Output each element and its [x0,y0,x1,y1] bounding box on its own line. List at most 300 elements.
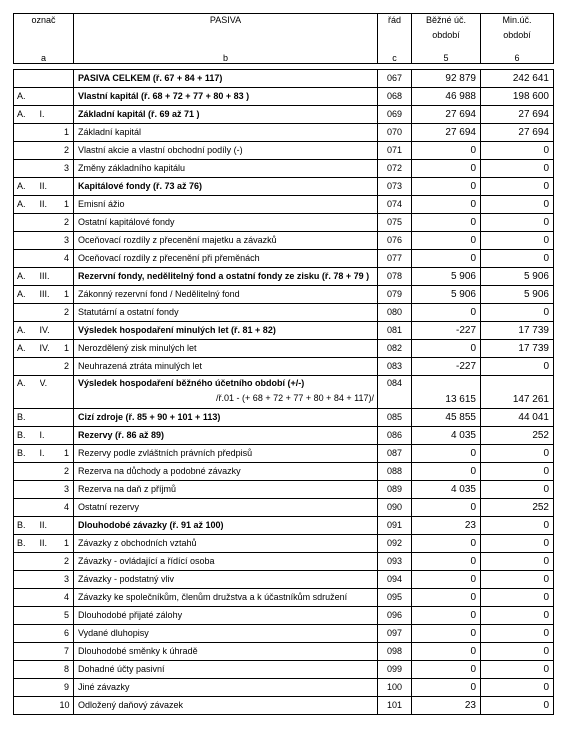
table-row [14,553,554,571]
row-previous-period: 0 [481,481,554,499]
row-marker-letter [14,571,40,589]
table-row [14,178,554,196]
row-marker-letter: B. [14,517,40,535]
row-marker-letter: B. [14,445,40,463]
row-current-period: 0 [412,214,481,232]
row-marker-number: 2 [60,463,74,481]
row-marker-letter: B. [14,427,40,445]
row-marker-roman [40,358,60,376]
row-description: Oceňovací rozdíly z přecenění majetku a závazků [74,232,378,250]
header-radek: řád [378,14,412,52]
row-current-period: 0 [412,589,481,607]
row-number: 101 [378,697,412,715]
table-row [14,196,554,214]
row-previous-period: 0 [481,463,554,481]
row-marker-roman: I. [40,445,60,463]
header-col-b: b [74,51,378,64]
row-current-period: -227 [412,358,481,376]
row-marker-number [60,106,74,124]
header-pasiva: PASIVA [74,14,378,52]
row-description: Dlouhodobé směnky k úhradě [74,643,378,661]
row-previous-period: 17 739 [481,340,554,358]
table-row [14,661,554,679]
row-description: Změny základního kapitálu [74,160,378,178]
row-current-period: 0 [412,232,481,250]
row-number: 098 [378,643,412,661]
row-number: 086 [378,427,412,445]
row-previous-period: 252 [481,427,554,445]
row-number: 082 [378,340,412,358]
row-marker-letter [14,643,40,661]
table-row [14,697,554,715]
row-number: 068 [378,88,412,106]
row-previous-period: 198 600 [481,88,554,106]
table-row [14,160,554,178]
row-number: 085 [378,409,412,427]
row-marker-letter [14,679,40,697]
row-current-period: 0 [412,178,481,196]
row-description: Jiné závazky [74,679,378,697]
row-marker-roman [40,499,60,517]
header-col-a: a [14,51,74,64]
row-marker-number: 2 [60,358,74,376]
table-row [14,679,554,697]
row-description: Závazky - podstatný vliv [74,571,378,589]
row-marker-roman [40,571,60,589]
row-number: 079 [378,286,412,304]
table-row [14,427,554,445]
row-description: Ostatní rezervy [74,499,378,517]
table-row [14,625,554,643]
row-marker-letter [14,553,40,571]
table-row [14,70,554,88]
row-number: 081 [378,322,412,340]
row-marker-letter [14,142,40,160]
header-bezne-line1: Běžné úč. [425,15,467,25]
row-marker-roman [40,232,60,250]
table-row [14,358,554,376]
row-marker-letter: A. [14,196,40,214]
row-marker-roman [40,250,60,268]
row-previous-period: 0 [481,679,554,697]
row-marker-number: 1 [60,445,74,463]
row-current-period: 0 [412,679,481,697]
row-marker-roman [40,142,60,160]
row-description: Vydané dluhopisy [74,625,378,643]
row-description: Neuhrazená ztráta minulých let [74,358,378,376]
row-description [74,376,378,409]
table-row [14,409,554,427]
row-number: 070 [378,124,412,142]
row-description: Statutární a ostatní fondy [74,304,378,322]
row-number: 100 [378,679,412,697]
header-col-5: 5 [412,51,481,64]
row-marker-letter [14,124,40,142]
row-marker-roman [40,160,60,178]
row-marker-number: 4 [60,499,74,517]
row-marker-roman [40,661,60,679]
pasiva-rows [14,70,554,715]
row-number: 071 [378,142,412,160]
row-marker-letter [14,358,40,376]
row-marker-letter [14,250,40,268]
row-marker-roman: I. [40,427,60,445]
row-marker-number: 1 [60,286,74,304]
row-marker-roman [40,553,60,571]
row-previous-period: 0 [481,553,554,571]
row-marker-roman: IV. [40,322,60,340]
header-bezne-obdobi [412,14,481,52]
row-description: Cizí zdroje (ř. 85 + 90 + 101 + 113) [74,409,378,427]
row-previous-period: 0 [481,178,554,196]
row-marker-number [60,427,74,445]
row-number: 093 [378,553,412,571]
row-marker-roman [40,697,60,715]
row-previous-period: 17 739 [481,322,554,340]
header-bezne-line2: období [432,30,460,40]
row-marker-roman [40,70,60,88]
row-marker-roman [40,679,60,697]
row-description: Zákonný rezervní fond / Nedělitelný fond [74,286,378,304]
table-row [14,88,554,106]
row-marker-roman: I. [40,106,60,124]
row-marker-letter [14,160,40,178]
row-current-period: 0 [412,535,481,553]
row-marker-number [60,376,74,409]
header-col-6: 6 [481,51,554,64]
row-current-period: 0 [412,571,481,589]
row-previous-period: 0 [481,697,554,715]
row-current-period: 0 [412,607,481,625]
table-row [14,142,554,160]
row-marker-letter: B. [14,409,40,427]
row-previous-period: 0 [481,250,554,268]
row-number: 067 [378,70,412,88]
row-current-period: 4 035 [412,481,481,499]
row-number: 074 [378,196,412,214]
row-marker-roman [40,124,60,142]
table-row [14,481,554,499]
row-description-line1: Výsledek hospodaření běžného účetního období (+/-) [78,378,305,388]
table-row [14,589,554,607]
row-marker-roman [40,625,60,643]
row-current-period: 13 615 [412,376,481,409]
row-description: Odložený daňový závazek [74,697,378,715]
row-description: Závazky - ovládající a řídící osoba [74,553,378,571]
row-current-period: 23 [412,697,481,715]
row-description: Výsledek hospodaření minulých let (ř. 81 + 82) [74,322,378,340]
table-row [14,340,554,358]
row-marker-roman [40,643,60,661]
row-description: Dlouhodobé přijaté zálohy [74,607,378,625]
row-marker-number: 1 [60,535,74,553]
table-row [14,232,554,250]
row-marker-number: 6 [60,625,74,643]
table-row [14,535,554,553]
row-marker-roman [40,589,60,607]
row-marker-letter [14,661,40,679]
row-current-period: 0 [412,160,481,178]
row-description: Rezervy podle zvláštních právních předpisů [74,445,378,463]
row-current-period: 0 [412,463,481,481]
row-current-period: 0 [412,196,481,214]
table-row [14,322,554,340]
row-marker-number [60,88,74,106]
row-marker-roman [40,409,60,427]
table-row [14,376,554,409]
row-current-period: 0 [412,643,481,661]
table-row [14,286,554,304]
row-marker-number: 10 [60,697,74,715]
row-marker-letter: A. [14,106,40,124]
row-previous-period: 0 [481,214,554,232]
table-row [14,643,554,661]
row-current-period: 0 [412,250,481,268]
row-previous-period: 27 694 [481,124,554,142]
row-marker-number: 2 [60,214,74,232]
row-previous-period: 0 [481,625,554,643]
row-current-period: 23 [412,517,481,535]
table-row [14,445,554,463]
row-marker-letter [14,499,40,517]
row-marker-number: 2 [60,142,74,160]
row-number: 088 [378,463,412,481]
row-current-period: 0 [412,340,481,358]
row-description: Základní kapitál [74,124,378,142]
row-marker-number: 1 [60,124,74,142]
row-marker-number: 4 [60,589,74,607]
row-previous-period: 5 906 [481,286,554,304]
row-current-period: 0 [412,499,481,517]
row-current-period: 5 906 [412,268,481,286]
row-description: Rezerva na důchody a podobné závazky [74,463,378,481]
row-previous-period: 0 [481,142,554,160]
row-description: Oceňovací rozdíly z přecenění při přeměnách [74,250,378,268]
row-number: 099 [378,661,412,679]
table-row [14,517,554,535]
row-marker-roman: II. [40,517,60,535]
header-minule-line1: Min.úč. [502,15,532,25]
row-marker-letter: B. [14,535,40,553]
row-marker-roman: II. [40,196,60,214]
row-marker-letter: A. [14,268,40,286]
row-current-period: 0 [412,445,481,463]
row-current-period: 0 [412,304,481,322]
row-current-period: -227 [412,322,481,340]
row-marker-number [60,268,74,286]
header-minule-obdobi [481,14,554,52]
row-description: Rezervní fondy, nedělitelný fond a ostatní fondy ze zisku (ř. 78 + 79 ) [74,268,378,286]
row-marker-letter [14,232,40,250]
row-current-period: 5 906 [412,286,481,304]
row-marker-number: 9 [60,679,74,697]
row-previous-period: 0 [481,358,554,376]
row-marker-letter [14,214,40,232]
row-current-period: 45 855 [412,409,481,427]
row-number: 077 [378,250,412,268]
row-marker-number: 1 [60,340,74,358]
row-marker-letter [14,304,40,322]
row-current-period: 0 [412,661,481,679]
row-number: 087 [378,445,412,463]
row-marker-number: 2 [60,553,74,571]
row-description: Nerozdělený zisk minulých let [74,340,378,358]
row-marker-letter: A. [14,286,40,304]
row-current-period: 27 694 [412,124,481,142]
row-marker-roman [40,88,60,106]
row-marker-roman: III. [40,268,60,286]
row-marker-roman: V. [40,376,60,409]
row-previous-period: 0 [481,304,554,322]
row-marker-letter [14,607,40,625]
row-marker-roman [40,481,60,499]
row-marker-letter: A. [14,88,40,106]
header-letters-row [14,51,554,64]
row-number: 078 [378,268,412,286]
row-previous-period: 0 [481,571,554,589]
row-marker-letter: A. [14,376,40,409]
row-previous-period: 44 041 [481,409,554,427]
row-marker-letter [14,625,40,643]
row-description: Dohadné účty pasivní [74,661,378,679]
row-marker-number [60,178,74,196]
row-marker-number: 3 [60,481,74,499]
row-marker-number: 3 [60,160,74,178]
row-previous-period: 0 [481,661,554,679]
row-number: 080 [378,304,412,322]
row-marker-roman [40,607,60,625]
row-number: 073 [378,178,412,196]
row-description: Emisní ážio [74,196,378,214]
row-marker-roman: III. [40,286,60,304]
row-number: 092 [378,535,412,553]
row-description: Základní kapitál (ř. 69 až 71 ) [74,106,378,124]
row-previous-period: 147 261 [481,376,554,409]
row-previous-period: 0 [481,535,554,553]
row-description: Rezervy (ř. 86 až 89) [74,427,378,445]
row-marker-roman: IV. [40,340,60,358]
row-current-period: 0 [412,625,481,643]
row-number: 096 [378,607,412,625]
row-current-period: 46 988 [412,88,481,106]
header-minule-line2: období [503,30,531,40]
row-number: 090 [378,499,412,517]
row-current-period: 0 [412,142,481,160]
row-marker-number: 5 [60,607,74,625]
row-previous-period: 0 [481,643,554,661]
row-description: Vlastní akcie a vlastní obchodní podíly (-) [74,142,378,160]
row-number: 069 [378,106,412,124]
row-marker-letter [14,589,40,607]
table-row [14,250,554,268]
row-marker-roman: II. [40,535,60,553]
row-current-period: 4 035 [412,427,481,445]
row-number: 072 [378,160,412,178]
row-marker-letter [14,463,40,481]
row-description: Ostatní kapitálové fondy [74,214,378,232]
row-previous-period: 0 [481,232,554,250]
row-description: Rezerva na daň z příjmů [74,481,378,499]
pasiva-table [13,13,554,715]
row-marker-letter [14,70,40,88]
row-previous-period: 252 [481,499,554,517]
row-marker-number [60,517,74,535]
row-marker-number [60,70,74,88]
row-marker-letter [14,697,40,715]
header-row [14,14,554,52]
row-description: Vlastní kapitál (ř. 68 + 72 + 77 + 80 + 83 ) [74,88,378,106]
row-description: Závazky ke společníkům, členům družstva a k účastníkům sdružení [74,589,378,607]
row-description-line2: /ř.01 - (+ 68 + 72 + 77 + 80 + 84 + 117)/ [216,393,374,403]
row-previous-period: 242 641 [481,70,554,88]
row-number: 095 [378,589,412,607]
table-row [14,124,554,142]
header-oznac: označ [14,14,74,52]
row-description: Dlouhodobé závazky (ř. 91 až 100) [74,517,378,535]
row-marker-number: 2 [60,304,74,322]
row-previous-period: 5 906 [481,268,554,286]
row-marker-roman [40,463,60,481]
row-current-period: 27 694 [412,106,481,124]
row-marker-number [60,322,74,340]
table-row [14,214,554,232]
row-marker-letter [14,481,40,499]
row-description: PASIVA CELKEM (ř. 67 + 84 + 117) [74,70,378,88]
row-number: 094 [378,571,412,589]
row-previous-period: 0 [481,607,554,625]
row-current-period: 92 879 [412,70,481,88]
row-marker-number: 7 [60,643,74,661]
row-previous-period: 0 [481,196,554,214]
row-marker-number: 3 [60,571,74,589]
row-marker-letter: A. [14,322,40,340]
row-previous-period: 0 [481,517,554,535]
balance-sheet-liabilities [13,13,553,715]
row-marker-number: 4 [60,250,74,268]
row-marker-number [60,409,74,427]
row-marker-number: 8 [60,661,74,679]
row-number: 075 [378,214,412,232]
row-description: Kapitálové fondy (ř. 73 až 76) [74,178,378,196]
header-col-c: c [378,51,412,64]
row-previous-period: 0 [481,445,554,463]
row-number: 084 [378,376,412,409]
row-number: 097 [378,625,412,643]
row-previous-period: 0 [481,160,554,178]
row-marker-roman: II. [40,178,60,196]
row-marker-letter: A. [14,340,40,358]
row-previous-period: 0 [481,589,554,607]
row-number: 091 [378,517,412,535]
row-number: 076 [378,232,412,250]
table-row [14,607,554,625]
row-marker-roman [40,214,60,232]
row-marker-letter: A. [14,178,40,196]
row-marker-number: 1 [60,196,74,214]
table-row [14,499,554,517]
table-row [14,463,554,481]
row-current-period: 0 [412,553,481,571]
table-row [14,571,554,589]
table-row [14,304,554,322]
row-description: Závazky z obchodních vztahů [74,535,378,553]
table-row [14,106,554,124]
row-marker-roman [40,304,60,322]
row-number: 083 [378,358,412,376]
table-row [14,268,554,286]
row-number: 089 [378,481,412,499]
row-previous-period: 27 694 [481,106,554,124]
